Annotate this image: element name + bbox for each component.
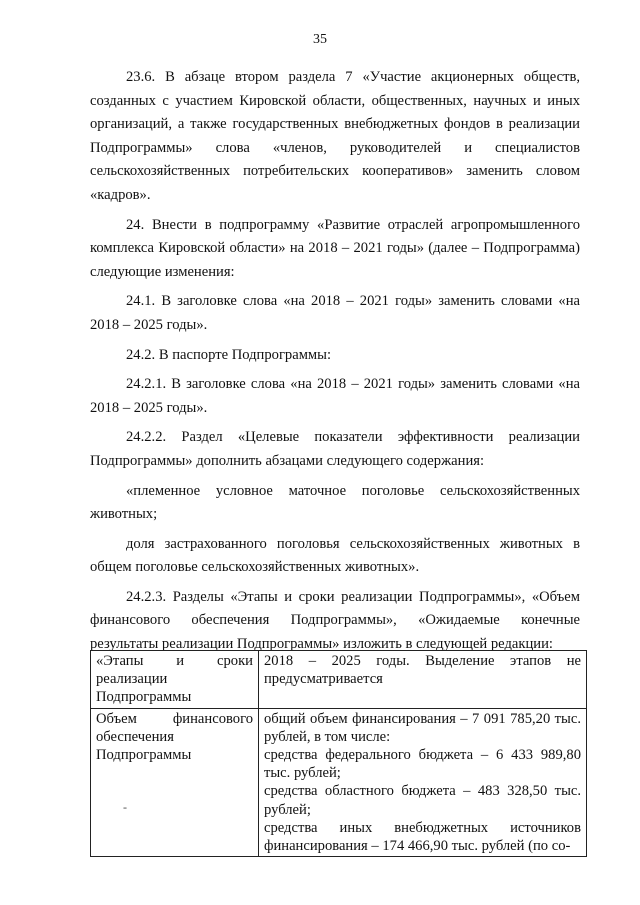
quoted-indicator-2: доля застрахованного поголовья сельскохозяйственных животных в общем поголовье сельскохозяйственных животных». bbox=[90, 535, 580, 576]
passport-table bbox=[90, 650, 587, 857]
paragraph-24-1: 24.1. В заголовке слова «на 2018 – 2021 годы» заменить словами «на 2018 – 2025 годы». bbox=[90, 293, 580, 333]
table-cell-value: 2018 – 2025 годы. Выделение этапов не предусматривается bbox=[259, 651, 587, 709]
paragraph-24-2-3: 24.2.3. Разделы «Этапы и сроки реализации Подпрограммы», «Объем финансового обеспечения Подпрограммы», «Ожидаемые конечные результаты реализации Подпрограммы» изложить в следующей редакции: bbox=[90, 588, 580, 653]
funding-total: общий объем финансирования – 7 091 785,20 тыс. рублей, в том числе: bbox=[264, 710, 581, 745]
paragraph-24-2: 24.2. В паспорте Подпрограммы: bbox=[126, 346, 332, 363]
page-number: 35 bbox=[313, 32, 327, 47]
paragraph-24: 24. Внести в подпрограмму «Развитие отраслей агропромышленного комплекса Кировской области» на 2018 – 2021 годы» (далее – Подпрограмма) следующие изменения: bbox=[90, 216, 580, 280]
table-cell-label: «Этапы и сроки реализации Подпрограммы bbox=[91, 651, 259, 709]
paragraph-23-6: 23.6. В абзаце втором раздела 7 «Участие акционерных обществ, созданных с участием Кировской области, общественных, научных и иных организаций, а также государственных внебюджетных фондов в реализации Подпрограммы» слова «членов, руководителей и специалистов сельскохозяйственных потребительских кооперативов» заменить словом «кадров». bbox=[90, 69, 580, 203]
funding-regional: средства областного бюджета – 483 328,50 тыс. рублей; bbox=[264, 783, 581, 818]
quoted-indicator-1: «племенное условное маточное поголовье сельскохозяйственных животных; bbox=[90, 482, 580, 523]
table-cell-label: Объем финансового обеспечения Подпрограммы bbox=[91, 708, 259, 857]
table-cell-value bbox=[259, 708, 587, 857]
funding-federal: средства федерального бюджета – 6 433 989,80 тыс. рублей; bbox=[264, 747, 581, 782]
table-row bbox=[91, 651, 587, 709]
table-row bbox=[91, 708, 587, 857]
funding-extrabudgetary: средства иных внебюджетных источников финансирования – 174 466,90 тыс. рублей (по со- bbox=[264, 819, 581, 855]
paragraph-24-2-1: 24.2.1. В заголовке слова «на 2018 – 2021 годы» заменить словами «на 2018 – 2025 годы». bbox=[90, 376, 580, 416]
paragraph-24-2-2: 24.2.2. Раздел «Целевые показатели эффективности реализации Подпрограммы» дополнить абзацами следующего содержания: bbox=[90, 429, 580, 469]
stray-mark: - bbox=[123, 800, 127, 814]
document-body bbox=[90, 66, 580, 663]
